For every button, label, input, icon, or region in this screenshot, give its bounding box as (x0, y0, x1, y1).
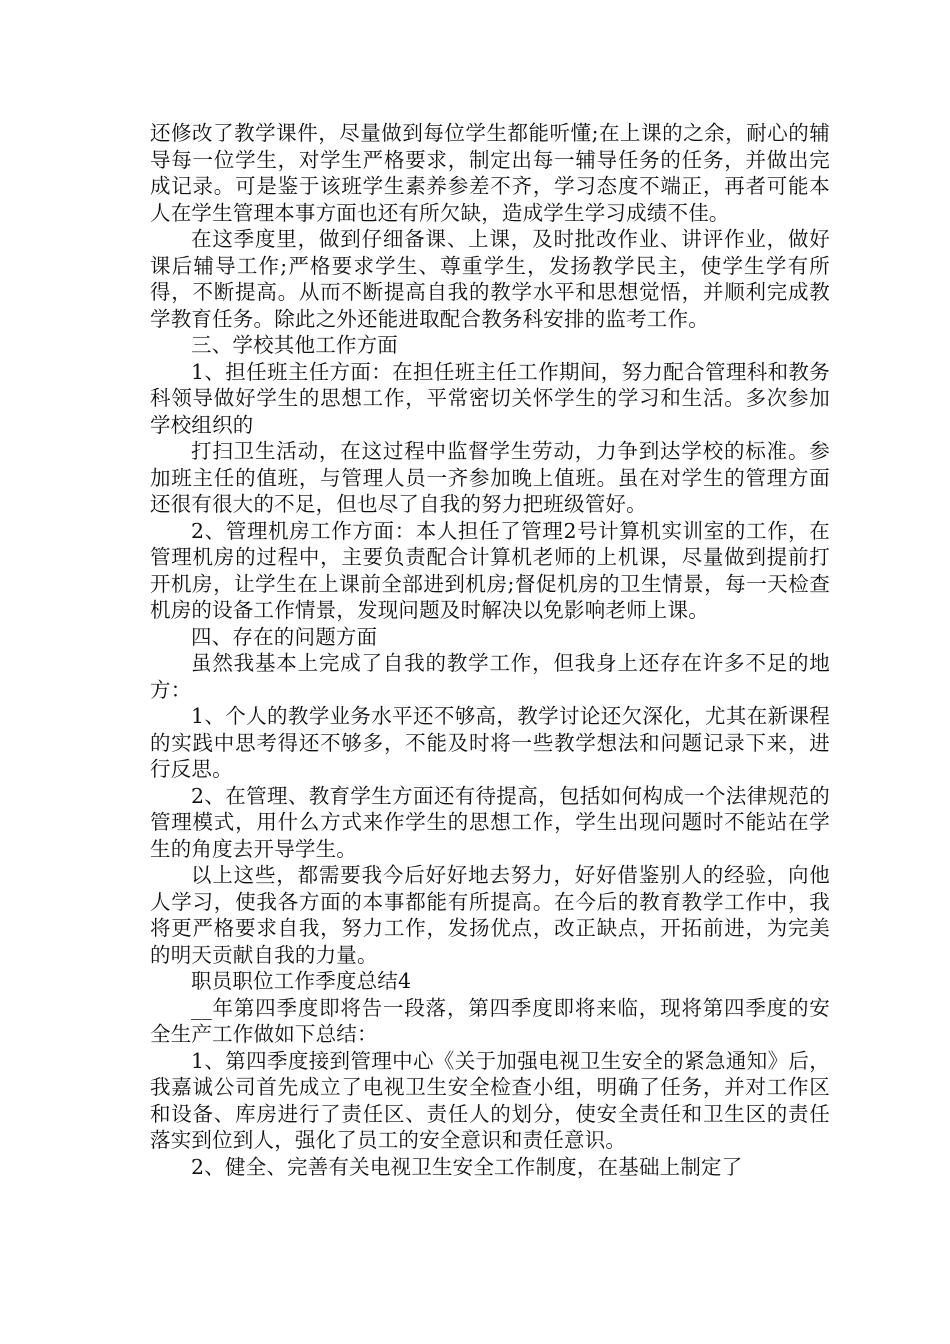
paragraph-computer-room: 2、管理机房工作方面：本人担任了管理2号计算机实训室的工作，在管理机房的过程中，主要负责配合计算机老师的上机课，尽量做到提前打开机房，让学生在上课前全部进到机房;督促机房的卫生情景，每一天检查机房的设备工作情景，发现问题及时解决以免影响老师上课。 (150, 518, 830, 622)
paragraph-conclusion: 以上这些，都需要我今后好好地去努力，好好借鉴别人的经验，向他人学习，使我各方面的本事都能有所提高。在今后的教育教学工作中，我将更严格要求自我，努力工作，发扬优点，改正缺点，开拓前进，为完美的明天贡献自我的力量。 (150, 863, 830, 967)
paragraph-q4-intro: __年第四季度即将告一段落，第四季度即将来临，现将第四季度的安全生产工作做如下总结： (150, 995, 830, 1046)
section-heading-problems: 四、存在的问题方面 (191, 624, 378, 649)
paragraph-teaching-continued: 还修改了教学课件，尽量做到每位学生都能听懂;在上课的之余，耐心的辅导每一位学生，对学生严格要求，制定出每一辅导任务的任务，并做出完成记录。可是鉴于该班学生素养参差不齐，学习态度不端正，再者可能本人在学生管理本事方面也还有所欠缺，造成学生学习成绩不佳。 (150, 121, 830, 225)
paragraph-class-teacher: 1、担任班主任方面：在担任班主任工作期间，努力配合管理科和教务科领导做好学生的思想工作，平常密切关怀学生的学习和生活。多次参加学校组织的 (150, 359, 830, 437)
section-heading-school-work: 三、学校其他工作方面 (191, 333, 398, 357)
paragraph-problems-intro: 虽然我基本上完成了自我的教学工作，但我身上还存在许多不足的地方： (150, 651, 830, 702)
document-body (150, 120, 830, 1180)
paragraph-cleaning-activity: 打扫卫生活动，在这过程中监督学生劳动，力争到达学校的标准。参加班主任的值班，与管理人员一齐参加晚上值班。虽在对学生的管理方面还很有很大的不足，但也尽了自我的努力把班级管好。 (150, 439, 830, 516)
paragraph-q4-item-2: 2、健全、完善有关电视卫生安全工作制度，在基础上制定了 (191, 1154, 743, 1179)
paragraph-quarter-work: 在这季度里，做到仔细备课、上课，及时批改作业、讲评作业，做好课后辅导工作;严格要求学生、尊重学生，发扬教学民主，使学生学有所得，不断提高。从而不断提高自我的教学水平和思想觉悟，并顺利完成教学教育任务。除此之外还能进取配合教务科安排的监考工作。 (150, 227, 830, 331)
paragraph-problem-1: 1、个人的教学业务水平还不够高，教学讨论还欠深化，尤其在新课程的实践中思考得还不够多，不能及时将一些教学想法和问题记录下来，进行反思。 (150, 704, 830, 781)
paragraph-problem-2: 2、在管理、教育学生方面还有待提高，包括如何构成一个法律规范的管理模式，用什么方式来作学生的思想工作，学生出现问题时不能站在学生的角度去开导学生。 (150, 783, 830, 861)
section-title-summary-4: 职员职位工作季度总结4 (191, 969, 412, 993)
paragraph-q4-item-1: 1、第四季度接到管理中心《关于加强电视卫生安全的紧急通知》后，我嘉诚公司首先成立了电视卫生安全检查小组，明确了任务，并对工作区和设备、库房进行了责任区、责任人的划分，使安全责任和卫生区的责任落实到位到人，强化了员工的安全意识和责任意识。 (150, 1048, 830, 1152)
